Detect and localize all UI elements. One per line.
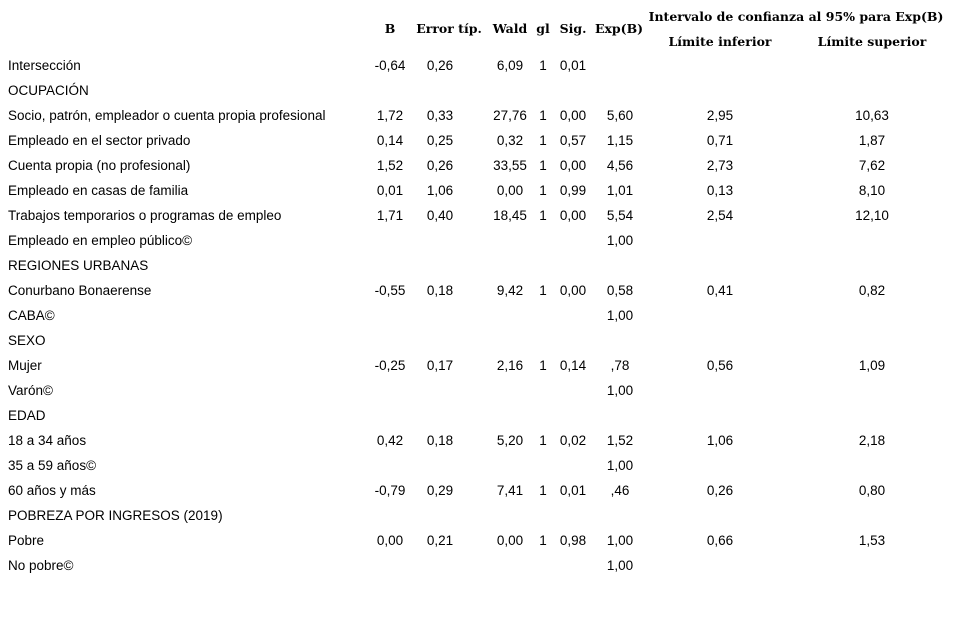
- cell: 0,00: [376, 533, 404, 548]
- row-label: Empleado en el sector privado: [8, 133, 191, 148]
- table-row: [0, 458, 953, 478]
- cell: 0,00: [496, 533, 524, 548]
- cell: 1: [539, 183, 547, 198]
- cell: 0,66: [706, 533, 734, 548]
- header-b: B: [384, 21, 396, 36]
- table-row: [0, 333, 953, 353]
- row-label: Mujer: [8, 358, 42, 373]
- cell: 1,15: [606, 133, 634, 148]
- cell: 1,00: [606, 233, 634, 248]
- header-wald: Wald: [492, 21, 528, 36]
- cell: 1,53: [858, 533, 886, 548]
- cell: 10,63: [855, 108, 889, 123]
- cell: 0,26: [426, 158, 454, 173]
- row-label: Varón©: [8, 383, 53, 398]
- cell: 0,56: [706, 358, 734, 373]
- header-gl: gl: [536, 21, 550, 36]
- table-row: [0, 308, 953, 328]
- cell: -0,64: [374, 58, 406, 73]
- cell: 0,00: [559, 283, 587, 298]
- row-label: No pobre©: [8, 558, 74, 573]
- cell: 1,06: [426, 183, 454, 198]
- row-label: POBREZA POR INGRESOS (2019): [8, 508, 223, 523]
- cell: 0,41: [706, 283, 734, 298]
- header-ci-lower: Límite inferior: [668, 34, 772, 49]
- cell: 1: [539, 433, 547, 448]
- header-ci-title: Intervalo de confianza al 95% para Exp(B): [648, 9, 944, 24]
- table-row: [0, 508, 953, 528]
- cell: 0,00: [559, 108, 587, 123]
- header-expb: Exp(B): [594, 21, 644, 36]
- cell: 0,40: [426, 208, 454, 223]
- cell: 1: [539, 158, 547, 173]
- cell: -0,79: [374, 483, 406, 498]
- row-label: 60 años y más: [8, 483, 96, 498]
- table-row: [0, 258, 953, 278]
- header-sig: Sig.: [559, 21, 587, 36]
- cell: 0,18: [426, 433, 454, 448]
- row-label: OCUPACIÓN: [8, 83, 89, 98]
- row-label: Empleado en empleo público©: [8, 233, 193, 248]
- table-row: [0, 58, 953, 78]
- cell: 0,26: [706, 483, 734, 498]
- cell: 1,09: [858, 358, 886, 373]
- cell: 0,99: [559, 183, 587, 198]
- row-label: CABA©: [8, 308, 55, 323]
- cell: -0,25: [374, 358, 406, 373]
- table-row: [0, 158, 953, 178]
- cell: 0,82: [858, 283, 886, 298]
- cell: 1: [539, 483, 547, 498]
- cell: 4,56: [606, 158, 634, 173]
- cell: 1: [539, 133, 547, 148]
- table-row: [0, 433, 953, 453]
- cell: 5,54: [606, 208, 634, 223]
- cell: 27,76: [493, 108, 527, 123]
- row-label: EDAD: [8, 408, 46, 423]
- cell: 1: [539, 208, 547, 223]
- row-label: Intersección: [8, 58, 81, 73]
- table-row: [0, 483, 953, 503]
- cell: 0,42: [376, 433, 404, 448]
- cell: ,46: [610, 483, 630, 498]
- cell: 1,00: [606, 558, 634, 573]
- cell: 1,06: [706, 433, 734, 448]
- cell: 2,16: [496, 358, 524, 373]
- row-label: Trabajos temporarios o programas de empleo: [8, 208, 282, 223]
- cell: 0,57: [559, 133, 587, 148]
- cell: 7,41: [496, 483, 524, 498]
- cell: 0,58: [606, 283, 634, 298]
- table-row: [0, 558, 953, 578]
- table-row: [0, 358, 953, 378]
- cell: 0,98: [559, 533, 587, 548]
- cell: 1,00: [606, 533, 634, 548]
- cell: 0,01: [376, 183, 404, 198]
- cell: 1,01: [606, 183, 634, 198]
- cell: 5,60: [606, 108, 634, 123]
- row-label: 35 a 59 años©: [8, 458, 97, 473]
- cell: 1,00: [606, 458, 634, 473]
- table-row: [0, 533, 953, 553]
- cell: 1,87: [858, 133, 886, 148]
- table-row: [0, 208, 953, 228]
- cell: 0,26: [426, 58, 454, 73]
- table-row: [0, 108, 953, 128]
- table-row: [0, 183, 953, 203]
- cell: 8,10: [858, 183, 886, 198]
- cell: 1,52: [376, 158, 404, 173]
- cell: 1,00: [606, 308, 634, 323]
- cell: 0,00: [496, 183, 524, 198]
- row-label: Cuenta propia (no profesional): [8, 158, 191, 173]
- table-row: [0, 283, 953, 303]
- cell: 0,29: [426, 483, 454, 498]
- cell: 2,54: [706, 208, 734, 223]
- cell: 1,00: [606, 383, 634, 398]
- cell: 0,01: [559, 58, 587, 73]
- cell: 0,13: [706, 183, 734, 198]
- table-row: [0, 83, 953, 103]
- cell: 1,52: [606, 433, 634, 448]
- cell: 0,25: [426, 133, 454, 148]
- cell: 0,17: [426, 358, 454, 373]
- table-row: [0, 233, 953, 253]
- cell: 6,09: [496, 58, 524, 73]
- cell: 0,18: [426, 283, 454, 298]
- row-label: REGIONES URBANAS: [8, 258, 149, 273]
- cell: 1,72: [376, 108, 404, 123]
- cell: 0,14: [559, 358, 587, 373]
- cell: 0,32: [496, 133, 524, 148]
- cell: 7,62: [858, 158, 886, 173]
- row-label: Pobre: [8, 533, 45, 548]
- cell: 5,20: [496, 433, 524, 448]
- cell: 9,42: [496, 283, 524, 298]
- cell: 0,00: [559, 158, 587, 173]
- cell: 1: [539, 358, 547, 373]
- cell: 18,45: [493, 208, 527, 223]
- cell: 2,95: [706, 108, 734, 123]
- cell: 1,71: [376, 208, 404, 223]
- cell: 0,71: [706, 133, 734, 148]
- table-row: [0, 408, 953, 428]
- cell: ,78: [610, 358, 630, 373]
- row-label: SEXO: [8, 333, 46, 348]
- cell: 33,55: [493, 158, 527, 173]
- cell: 2,18: [858, 433, 886, 448]
- header-error: Error típ.: [416, 21, 482, 36]
- header-ci-upper: Límite superior: [817, 34, 927, 49]
- cell: -0,55: [374, 283, 406, 298]
- row-label: Conurbano Bonaerense: [8, 283, 152, 298]
- row-label: Socio, patrón, empleador o cuenta propia profesional: [8, 108, 326, 123]
- table-row: [0, 383, 953, 403]
- cell: 0,00: [559, 208, 587, 223]
- cell: 0,21: [426, 533, 454, 548]
- cell: 0,80: [858, 483, 886, 498]
- cell: 0,33: [426, 108, 454, 123]
- table-row: [0, 133, 953, 153]
- cell: 0,14: [376, 133, 404, 148]
- row-label: 18 a 34 años: [8, 433, 87, 448]
- row-label: Empleado en casas de familia: [8, 183, 189, 198]
- cell: 1: [539, 283, 547, 298]
- cell: 1: [539, 533, 547, 548]
- cell: 12,10: [855, 208, 889, 223]
- cell: 1: [539, 58, 547, 73]
- cell: 0,02: [559, 433, 587, 448]
- cell: 0,01: [559, 483, 587, 498]
- cell: 1: [539, 108, 547, 123]
- cell: 2,73: [706, 158, 734, 173]
